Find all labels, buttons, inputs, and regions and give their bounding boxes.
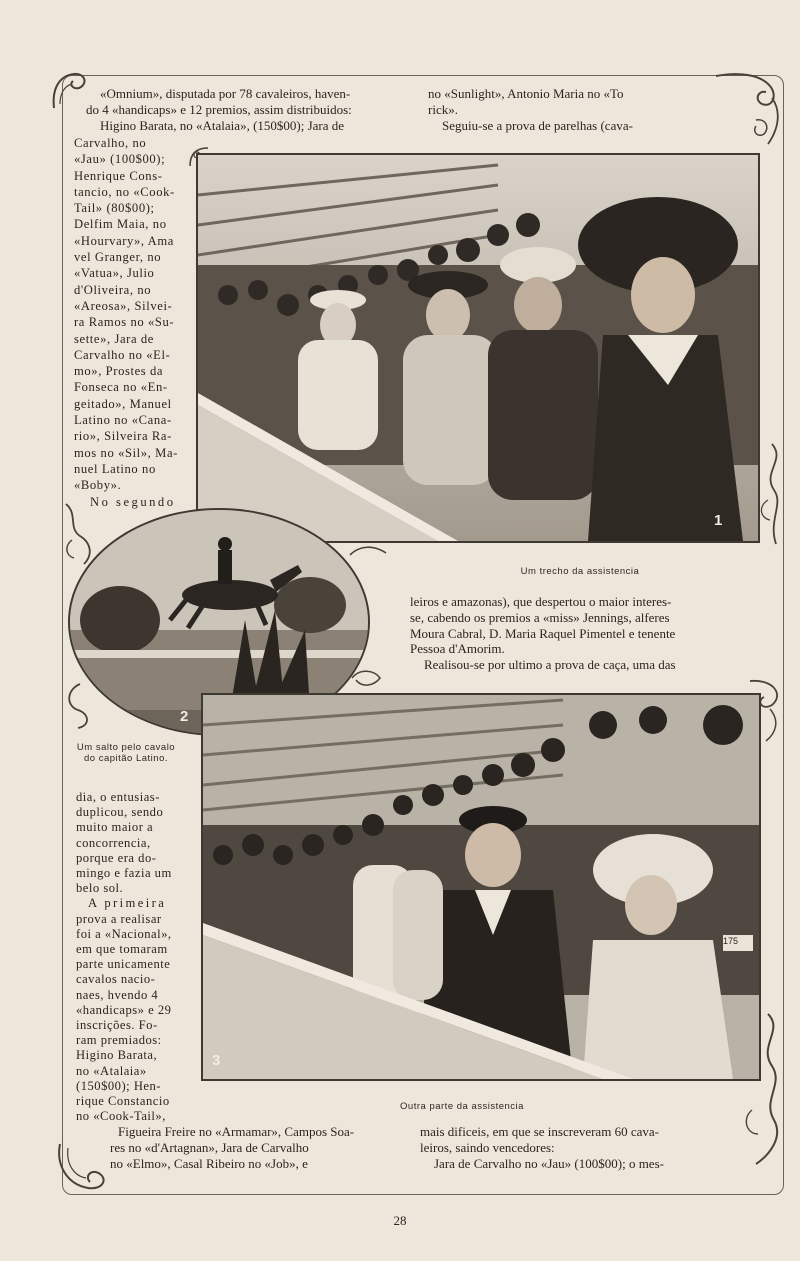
text-line: leiros, saindo vencedores:	[420, 1139, 555, 1155]
text-line: vel Granger, no	[74, 250, 162, 265]
text-line: no «Cook-Tail»,	[76, 1109, 166, 1124]
text-line: dia, o entusias-	[76, 790, 160, 804]
text-line: leiros e amazonas), que despertou o maior interes-	[410, 594, 672, 609]
text-column-bottom-left	[110, 1124, 400, 1171]
text-line: parte unicamente	[76, 957, 171, 972]
text-line: rique Constancio	[76, 1094, 170, 1109]
text-line: «Boby».	[74, 478, 122, 493]
text-column-top-left	[86, 86, 404, 133]
photo-caption: Um trecho da assistencia	[520, 566, 640, 577]
text-column-top-right	[428, 86, 700, 133]
photo-number: 3	[212, 1052, 221, 1069]
text-line: Seguiu-se a prova de parelhas (cava-	[442, 117, 633, 133]
text-line: do 4 «handicaps» e 12 premios, assim distribuidos:	[86, 101, 352, 117]
text-line: Delfim Maia, no	[74, 217, 167, 232]
photo-number: 2	[180, 708, 189, 725]
text-line: mos no «Sil», Ma-	[74, 445, 178, 460]
text-line: duplicou, sendo	[76, 805, 164, 820]
text-line: se, cabendo os premios a «miss» Jennings, alferes	[410, 609, 670, 625]
text-line: muito maior a	[76, 820, 154, 835]
text-line: «Jau» (100$00);	[74, 152, 166, 167]
text-line: sette», Jara de	[74, 331, 154, 346]
text-line: ra Ramos no «Su-	[74, 315, 175, 330]
text-line: Carvalho no «El-	[74, 347, 171, 362]
text-line: Tail» (80$00);	[74, 201, 155, 216]
photo-caption: Um salto pelo cavalo do capitão Latino.	[76, 742, 176, 764]
text-line: mo», Prostes da	[74, 364, 164, 379]
text-line: Jara de Carvalho no «Jau» (100$00); o mes-	[434, 1155, 664, 1171]
photo-number: 1	[714, 512, 723, 529]
text-line: Henrique Cons-	[74, 168, 163, 183]
text-line: inscrições. Fo-	[76, 1018, 158, 1033]
text-line: Pessoa d'Amorim.	[410, 641, 505, 657]
text-line: Fonseca no «En-	[74, 380, 168, 395]
text-line: Moura Cabral, D. Maria Raquel Pimentel e tenente	[410, 625, 676, 641]
text-line: Figueira Freire no «Armamar», Campos Soa-	[118, 1124, 355, 1139]
text-column-narrow-left	[74, 135, 184, 510]
text-line: «Areosa», Silvei-	[74, 298, 173, 313]
text-line: tancio, no «Cook-	[74, 184, 175, 199]
text-line: Higino Barata, no «Atalaia», (150$00); Jara de	[100, 117, 345, 133]
text-line: em que tomaram	[76, 942, 168, 957]
text-line: rick».	[428, 101, 458, 117]
ornament-left-lower	[60, 680, 100, 730]
photo-assistencia-3	[201, 693, 761, 1081]
text-column-mid-right	[410, 594, 747, 673]
text-line: «Omnium», disputada por 78 cavaleiros, haven-	[100, 86, 351, 101]
text-line: geitado», Manuel	[74, 396, 172, 411]
text-column-lower-left	[76, 790, 184, 1124]
page-number: 28	[393, 1213, 407, 1228]
text-line: no «Atalaia»	[76, 1063, 147, 1078]
photo-caption: Outra parte da assistencia	[400, 1101, 524, 1112]
corner-ornament-top-right	[712, 68, 784, 148]
text-line: mingo e fazia um	[76, 866, 172, 881]
text-line: nuel Latino no	[74, 461, 156, 476]
text-line: «Vatua», Julio	[74, 266, 155, 281]
text-line: (150$00); Hen-	[76, 1078, 161, 1093]
text-line: mais dificeis, em que se inscreveram 60 cava-	[420, 1124, 659, 1139]
text-line: Higino Barata,	[76, 1048, 158, 1063]
text-line: Realisou-se por ultimo a prova de caça, uma das	[424, 657, 676, 673]
text-line: «Hourvary», Ama	[74, 233, 174, 248]
text-line: res no «d'Artagnan», Jara de Carvalho	[110, 1139, 309, 1155]
text-line: prova a realisar	[76, 911, 162, 926]
text-line: concorrencia,	[76, 835, 151, 850]
text-line: No segundo	[90, 494, 176, 509]
text-line: «handicaps» e 29	[76, 1002, 172, 1017]
photo-assistencia-1	[196, 153, 760, 543]
corner-ornament-bottom-left	[52, 1140, 112, 1196]
text-column-bottom-right	[420, 1124, 730, 1171]
text-line: A primeira	[88, 896, 167, 911]
text-line: rio», Silveira Ra-	[74, 429, 172, 444]
text-line: cavalos nacio-	[76, 972, 156, 987]
text-line: ram premiados:	[76, 1033, 162, 1048]
text-line: no «Elmo», Casal Ribeiro no «Job», e	[110, 1155, 308, 1171]
text-line: porque era do-	[76, 850, 157, 865]
text-line: d'Oliveira, no	[74, 282, 152, 297]
text-line: belo sol.	[76, 881, 124, 896]
text-line: no «Sunlight», Antonio Maria no «To	[428, 86, 624, 101]
text-line: foi a «Nacional»,	[76, 926, 172, 941]
text-line: Carvalho, no	[74, 136, 147, 150]
stand-number-sign: 175	[723, 936, 739, 946]
photo-corner-ornament	[348, 543, 388, 565]
text-line: naes, hvendo 4	[76, 987, 159, 1002]
text-line: Latino no «Cana-	[74, 413, 172, 428]
